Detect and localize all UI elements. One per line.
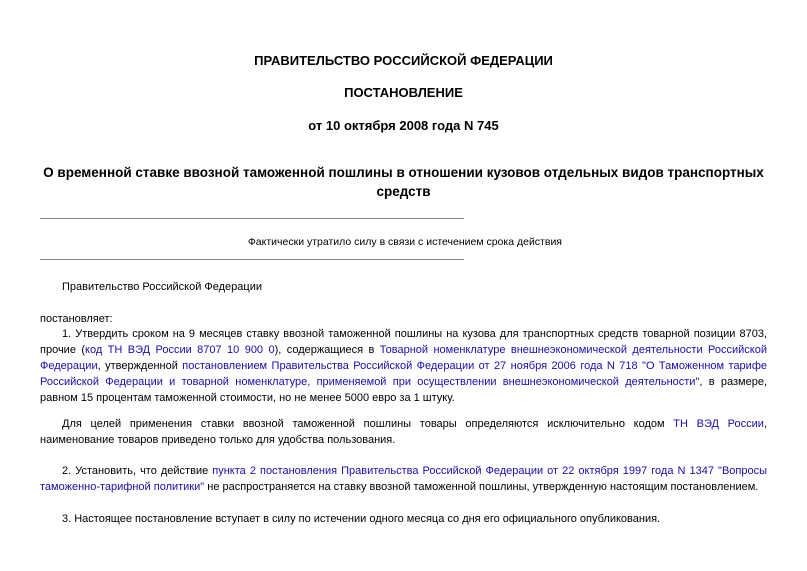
paragraph-note [40, 416, 767, 448]
divider-bottom [40, 259, 464, 260]
header-date: от 10 октября 2008 года N 745 [308, 118, 499, 133]
divider-top [40, 218, 464, 219]
p1-text-2: ), содержащиеся в [274, 344, 380, 356]
paragraph-1 [40, 326, 767, 406]
note-text-2: , наименование товаров приведено только для удобства пользования. [40, 418, 767, 446]
paragraph-3: 3. Настоящее постановление вступает в силу по истечении одного месяца со дня его официального опубликования. [62, 513, 661, 525]
document-title: О временной ставке ввозной таможенной пошлины в отношении кузовов отдельных видов транспортных средств [43, 165, 764, 199]
issuer-text: Правительство Российской Федерации [62, 281, 262, 293]
decides-text: постановляет: [40, 313, 113, 325]
p1-text-3: , утвержденной [97, 360, 183, 372]
link-tnved-nomenclature[interactable]: Товарной номенклатуре внешнеэкономической деятельности Российской Федерации [40, 344, 767, 372]
link-tnved-code[interactable]: код ТН ВЭД России 8707 10 900 0 [85, 344, 275, 356]
status-note: Фактически утратило силу в связи с истечением срока действия [247, 236, 562, 248]
note-text-1: Для целей применения ставки ввозной таможенной пошлины товары определяются исключительно кодом [62, 418, 674, 430]
header-doctype: ПОСТАНОВЛЕНИЕ [344, 85, 463, 100]
link-tnved-russia[interactable]: ТН ВЭД России [673, 418, 764, 430]
p1-text-4: , в размере, равном 15 процентам таможенной стоимости, но не менее 5000 евро за 1 штуку. [40, 376, 768, 404]
p2-text-2: не распространяется на ставку ввозной таможенной пошлины, утвержденную настоящим постановлением. [204, 481, 759, 493]
link-resolution-718[interactable]: постановлением Правительства Российской Федерации от 27 ноября 2006 года N 718 "О Таможенном тарифе Российской Федерации и товарной номенклатуре, применяемой при осуществлении внешнеэкономической деятельности" [40, 360, 767, 388]
p1-text-1: 1. Утвердить сроком на 9 месяцев ставку ввозной таможенной пошлины на кузова для транспортных средств товарной позиции 8703, прочие ( [40, 328, 767, 356]
paragraph-2 [40, 463, 767, 495]
link-resolution-1347[interactable]: пункта 2 постановления Правительства Российской Федерации от 22 октября 1997 года N 1347 "Вопросы таможенно-тарифной политики" [40, 465, 767, 493]
header-org: ПРАВИТЕЛЬСТВО РОССИЙСКОЙ ФЕДЕРАЦИИ [254, 53, 553, 68]
p2-text-1: 2. Установить, что действие [62, 465, 213, 477]
